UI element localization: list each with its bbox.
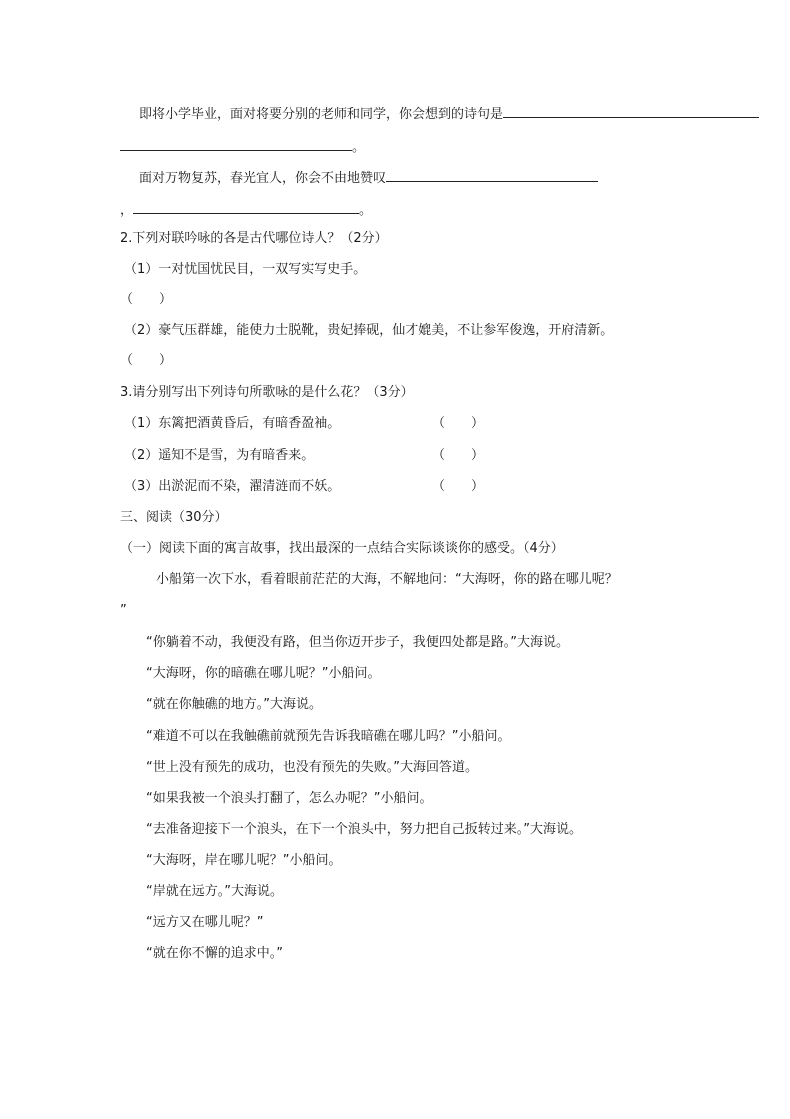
story-paragraph-1-wrap: ” (120, 603, 127, 618)
q2-item-1: （1）一对忧国忧民目，一双写实写史手。 (124, 262, 367, 277)
line-end-period-2: 。 (359, 203, 373, 218)
fill-blank-prompt-1: 即将小学毕业，面对将要分别的老师和同学，你会想到的诗句是 (139, 107, 504, 122)
story-line: “就在你不懈的追求中。” (146, 946, 283, 961)
q3-answer-2[interactable]: （ ） (432, 448, 485, 463)
story-line: “大海呀，岸在哪儿呢？”小船问。 (146, 853, 342, 868)
answer-blank-1[interactable] (503, 104, 759, 118)
fill-blank-line-1 (139, 104, 759, 123)
q3-item-1: （1）东篱把酒黄昏后，有暗香盈袖。 (124, 416, 341, 431)
line-start-comma: ， (120, 203, 134, 218)
q3-title: 3.请分别写出下列诗句所歌咏的是什么花？（3分） (120, 385, 414, 400)
story-line: “大海呀，你的暗礁在哪儿呢？”小船问。 (146, 666, 381, 681)
section-heading: 三、阅读（30分） (120, 510, 228, 525)
line-end-period: 。 (352, 140, 366, 155)
fill-blank-line-2 (120, 137, 365, 156)
q3-answer-3[interactable]: （ ） (432, 479, 485, 494)
answer-blank-2[interactable] (120, 137, 352, 151)
story-line: “难道不可以在我触礁前就预先告诉我暗礁在哪儿吗？”小船问。 (146, 729, 511, 744)
q3-answer-1[interactable]: （ ） (432, 416, 485, 431)
q2-answer-1[interactable]: （ ） (120, 292, 173, 307)
fill-blank-line-4 (120, 200, 372, 219)
story-line: “就在你触礁的地方。”大海说。 (146, 697, 322, 712)
story-line: “岸就在远方。”大海说。 (146, 884, 283, 899)
story-line: “远方又在哪儿呢？” (146, 915, 264, 930)
fill-blank-prompt-2: 面对万物复苏，春光宜人，你会不由地赞叹 (139, 171, 387, 186)
reading-instructions: （一）阅读下面的寓言故事，找出最深的一点结合实际谈谈你的感受。（4分） (120, 541, 564, 556)
q3-item-2: （2）遥知不是雪，为有暗香来。 (124, 448, 315, 463)
answer-blank-3[interactable] (386, 168, 598, 182)
story-line: “如果我被一个浪头打翻了，怎么办呢？”小船问。 (146, 791, 433, 806)
q2-answer-2[interactable]: （ ） (120, 353, 173, 368)
story-line: “去准备迎接下一个浪头，在下一个浪头中，努力把自己扳转过来。”大海说。 (146, 822, 582, 837)
q3-item-3: （3）出淤泥而不染，濯清涟而不妖。 (124, 479, 341, 494)
fill-blank-line-3 (139, 168, 598, 187)
story-paragraph-1: 小船第一次下水，看着眼前茫茫的大海，不解地问：“大海呀，你的路在哪儿呢？ (156, 572, 618, 587)
story-line: “世上没有预先的成功，也没有预先的失败。”大海回答道。 (146, 760, 478, 775)
story-line: “你躺着不动，我便没有路，但当你迈开步子，我便四处都是路。”大海说。 (146, 635, 569, 650)
q2-item-2: （2）豪气压群雄，能使力士脱靴，贵妃捧砚，仙才媲美，不让参军俊逸，开府清新。 (124, 323, 614, 338)
answer-blank-4[interactable] (133, 200, 359, 214)
q2-title: 2.下列对联吟咏的各是古代哪位诗人？（2分） (120, 231, 388, 246)
